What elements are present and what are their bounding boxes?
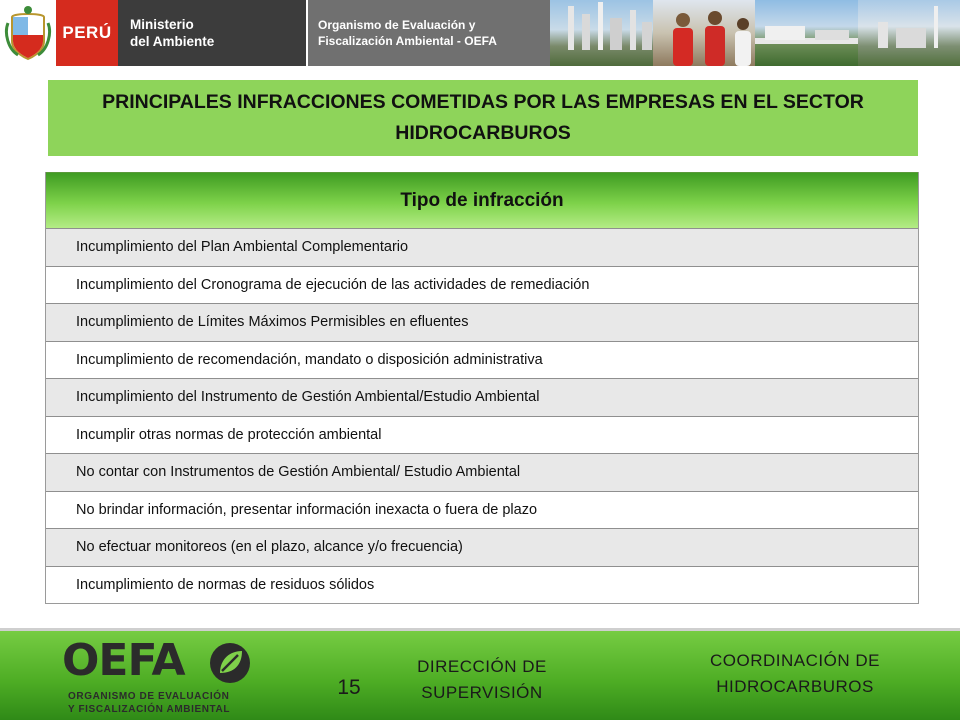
direction-line-2: SUPERVISIÓN: [421, 683, 543, 702]
agency-line-2: Fiscalización Ambiental - OEFA: [318, 34, 497, 48]
leaf-icon: [208, 641, 252, 685]
coordination-label: [670, 648, 920, 700]
table-row: Incumplimiento de Límites Máximos Permisibles en efluentes: [46, 303, 918, 341]
table-row: No contar con Instrumentos de Gestión Ambiental/ Estudio Ambiental: [46, 453, 918, 491]
table-row: Incumplir otras normas de protección ambiental: [46, 416, 918, 454]
logo-subtitle-1: ORGANISMO DE EVALUACIÓN: [68, 691, 230, 702]
oefa-logo: [62, 635, 262, 719]
table-row: Incumplimiento del Cronograma de ejecución de las actividades de remediación: [46, 266, 918, 304]
coordination-line-2: HIDROCARBUROS: [716, 677, 874, 696]
inspectors-photo: [653, 0, 756, 66]
table-row: No brindar información, presentar información inexacta o fuera de plazo: [46, 491, 918, 529]
ministry-line-1: Ministerio: [130, 17, 194, 32]
table-row: Incumplimiento de normas de residuos sólidos: [46, 566, 918, 604]
table-row: Incumplimiento del Instrumento de Gestión Ambiental/Estudio Ambiental: [46, 378, 918, 416]
table-header: Tipo de infracción: [46, 172, 918, 228]
coat-of-arms-icon: [0, 0, 56, 66]
page-number: 15: [337, 676, 361, 699]
peru-label: PERÚ: [56, 0, 118, 66]
ministry-label: [118, 0, 308, 66]
ministry-line-2: del Ambiente: [130, 34, 215, 49]
logo-wordmark: OEFA: [62, 635, 185, 686]
title-banner: [48, 80, 918, 156]
agency-line-1: Organismo de Evaluación y: [318, 18, 476, 32]
logo-subtitle-2: Y FISCALIZACIÓN AMBIENTAL: [68, 704, 231, 715]
header-banner: [0, 0, 960, 66]
page-title: PRINCIPALES INFRACCIONES COMETIDAS POR LAS EMPRESAS EN EL SECTOR HIDROCARBUROS: [102, 91, 864, 144]
direction-label: [392, 654, 572, 706]
table-row: No efectuar monitoreos (en el plazo, alcance y/o frecuencia): [46, 528, 918, 566]
coordination-line-1: COORDINACIÓN DE: [710, 651, 880, 670]
direction-line-1: DIRECCIÓN DE: [417, 657, 547, 676]
facility-photo: [755, 0, 858, 66]
table-row: Incumplimiento de recomendación, mandato o disposición administrativa: [46, 341, 918, 379]
table-row: Incumplimiento del Plan Ambiental Complementario: [46, 228, 918, 266]
plant-photo: [858, 0, 960, 66]
infractions-table: [45, 172, 919, 604]
refinery-photo: [550, 0, 653, 66]
table-body: [46, 228, 918, 603]
agency-label: [308, 0, 550, 66]
